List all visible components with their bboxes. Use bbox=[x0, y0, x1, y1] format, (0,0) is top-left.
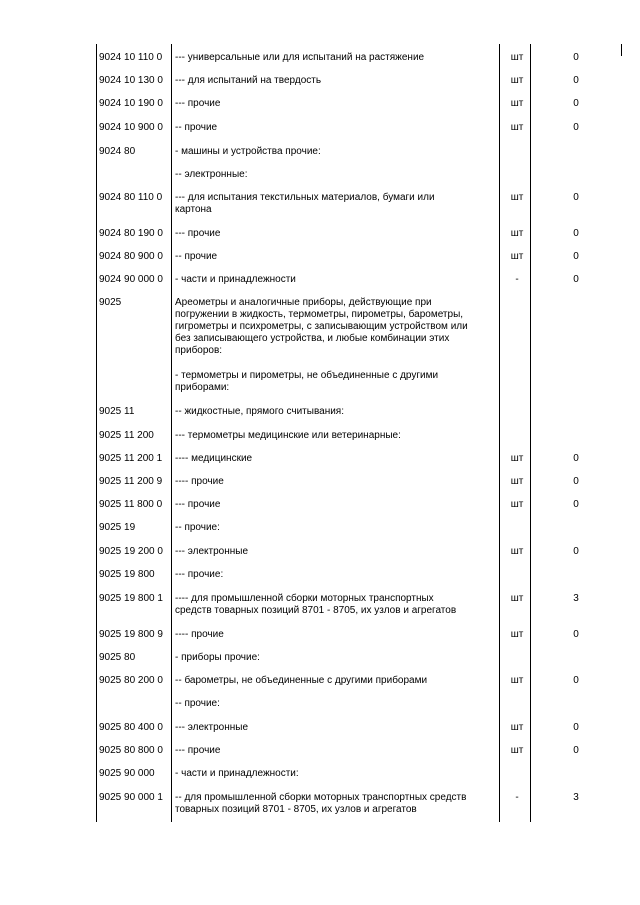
duty-rate: 0 bbox=[573, 251, 579, 262]
duty-rate: 3 bbox=[573, 593, 579, 604]
unit-of-measure: шт bbox=[510, 52, 524, 63]
duty-rate: 0 bbox=[573, 274, 579, 285]
duty-rate: 0 bbox=[573, 75, 579, 86]
unit-of-measure: - bbox=[515, 274, 519, 285]
unit-of-measure: шт bbox=[510, 453, 524, 464]
duty-rate: 0 bbox=[573, 122, 579, 133]
item-description: ---- для промышленной сборки моторных транспортных средств товарных позиций 8701 - 8705, их узлов и агрегатов bbox=[175, 593, 457, 616]
column-divider-right-border bbox=[621, 44, 622, 56]
item-description: --- универсальные или для испытаний на растяжение bbox=[175, 52, 425, 63]
unit-of-measure: шт bbox=[510, 98, 524, 109]
unit-of-measure: - bbox=[515, 792, 519, 803]
item-description: - части и принадлежности: bbox=[175, 768, 299, 779]
unit-of-measure: шт bbox=[510, 546, 524, 557]
duty-rate: 3 bbox=[573, 792, 579, 803]
tariff-code: 9025 90 000 bbox=[99, 768, 155, 779]
tariff-code: 9025 19 800 1 bbox=[99, 593, 163, 604]
tariff-code: 9025 80 bbox=[99, 652, 136, 663]
item-description: -- прочие bbox=[175, 251, 218, 262]
tariff-code: 9024 80 110 0 bbox=[99, 192, 163, 203]
duty-rate: 0 bbox=[573, 192, 579, 203]
item-description: ---- прочие bbox=[175, 476, 224, 487]
item-description: ---- медицинские bbox=[175, 453, 253, 464]
item-description: --- прочие bbox=[175, 745, 221, 756]
unit-of-measure: шт bbox=[510, 476, 524, 487]
item-description: --- прочие bbox=[175, 228, 221, 239]
unit-of-measure: шт bbox=[510, 745, 524, 756]
item-description: --- прочие bbox=[175, 499, 221, 510]
unit-of-measure: шт bbox=[510, 593, 524, 604]
item-description: -- прочие bbox=[175, 122, 218, 133]
duty-rate: 0 bbox=[573, 675, 579, 686]
unit-of-measure: шт bbox=[510, 675, 524, 686]
item-description: --- электронные bbox=[175, 722, 249, 733]
tariff-code: 9025 11 200 1 bbox=[99, 453, 163, 464]
duty-rate: 0 bbox=[573, 98, 579, 109]
tariff-code: 9025 90 000 1 bbox=[99, 792, 163, 803]
item-description: ---- прочие bbox=[175, 629, 224, 640]
item-description: Ареометры и аналогичные приборы, действующие при погружении в жидкость, термометры, пирометры, барометры, гигрометры и психрометры, с записывающим устройством или без записывающего устройства, и любые комбинации этих приборов: bbox=[175, 297, 468, 356]
unit-of-measure: шт bbox=[510, 722, 524, 733]
tariff-code: 9024 80 900 0 bbox=[99, 251, 163, 262]
duty-rate: 0 bbox=[573, 499, 579, 510]
duty-rate: 0 bbox=[573, 476, 579, 487]
tariff-code: 9025 19 800 9 bbox=[99, 629, 163, 640]
unit-of-measure: шт bbox=[510, 499, 524, 510]
unit-of-measure: шт bbox=[510, 228, 524, 239]
tariff-code: 9025 80 200 0 bbox=[99, 675, 163, 686]
tariff-code: 9025 11 200 9 bbox=[99, 476, 163, 487]
duty-rate: 0 bbox=[573, 629, 579, 640]
item-description: --- для испытаний на твердость bbox=[175, 75, 322, 86]
item-description: -- электронные: bbox=[175, 169, 248, 180]
tariff-code: 9024 10 900 0 bbox=[99, 122, 163, 133]
unit-of-measure: шт bbox=[510, 629, 524, 640]
tariff-code: 9024 90 000 0 bbox=[99, 274, 163, 285]
column-divider-code bbox=[171, 44, 172, 822]
item-description: --- прочие: bbox=[175, 569, 224, 580]
tariff-code: 9025 19 200 0 bbox=[99, 546, 163, 557]
column-divider-left-border bbox=[96, 44, 97, 822]
tariff-code: 9024 10 130 0 bbox=[99, 75, 163, 86]
tariff-code: 9024 10 190 0 bbox=[99, 98, 163, 109]
item-description: --- прочие bbox=[175, 98, 221, 109]
item-description: -- прочие: bbox=[175, 698, 220, 709]
item-description: -- прочие: bbox=[175, 522, 220, 533]
duty-rate: 0 bbox=[573, 52, 579, 63]
tariff-code: 9025 19 800 bbox=[99, 569, 155, 580]
item-description: -- для промышленной сборки моторных транспортных средств товарных позиций 8701 - 8705, их узлов и агрегатов bbox=[175, 792, 467, 815]
unit-of-measure: шт bbox=[510, 122, 524, 133]
tariff-code: 9024 10 110 0 bbox=[99, 52, 163, 63]
tariff-code: 9025 bbox=[99, 297, 122, 308]
item-description: --- электронные bbox=[175, 546, 249, 557]
duty-rate: 0 bbox=[573, 228, 579, 239]
tariff-code: 9024 80 190 0 bbox=[99, 228, 163, 239]
column-divider-unit bbox=[530, 44, 531, 822]
item-description: --- термометры медицинские или ветеринарные: bbox=[175, 430, 401, 441]
duty-rate: 0 bbox=[573, 453, 579, 464]
item-description: -- жидкостные, прямого считывания: bbox=[175, 406, 345, 417]
tariff-code: 9025 11 bbox=[99, 406, 135, 417]
duty-rate: 0 bbox=[573, 745, 579, 756]
item-description: --- для испытания текстильных материалов, бумаги или картона bbox=[175, 192, 435, 215]
item-description: - приборы прочие: bbox=[175, 652, 260, 663]
item-description: - машины и устройства прочие: bbox=[175, 146, 321, 157]
tariff-code: 9025 19 bbox=[99, 522, 136, 533]
tariff-code: 9024 80 bbox=[99, 146, 136, 157]
unit-of-measure: шт bbox=[510, 192, 524, 203]
tariff-code: 9025 80 800 0 bbox=[99, 745, 163, 756]
tariff-code: 9025 11 200 bbox=[99, 430, 154, 441]
tariff-code: 9025 80 400 0 bbox=[99, 722, 163, 733]
unit-of-measure: шт bbox=[510, 75, 524, 86]
item-description: - части и принадлежности bbox=[175, 274, 296, 285]
duty-rate: 0 bbox=[573, 546, 579, 557]
unit-of-measure: шт bbox=[510, 251, 524, 262]
duty-rate: 0 bbox=[573, 722, 579, 733]
tariff-code: 9025 11 800 0 bbox=[99, 499, 163, 510]
item-description: -- барометры, не объединенные с другими приборами bbox=[175, 675, 428, 686]
item-description: - термометры и пирометры, не объединенные с другими приборами: bbox=[175, 370, 439, 393]
